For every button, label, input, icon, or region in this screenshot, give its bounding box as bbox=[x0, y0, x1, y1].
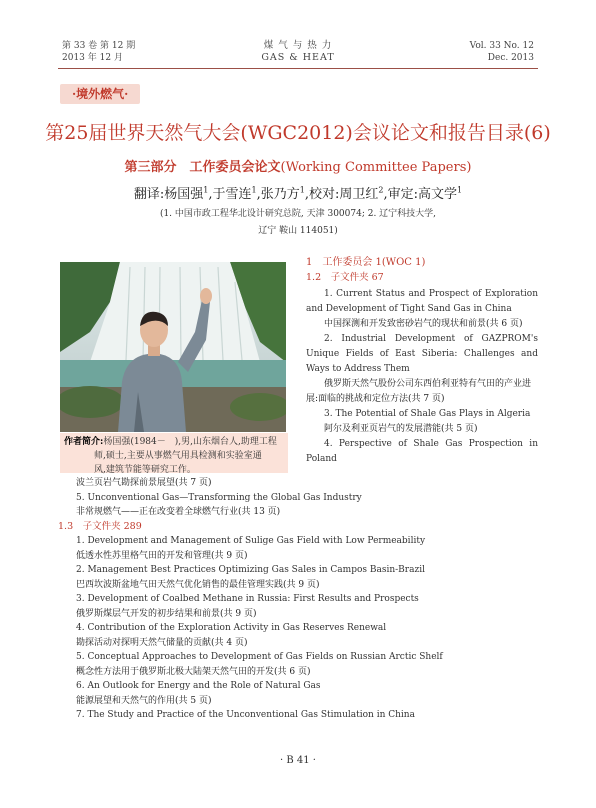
journal-volume-issue-en: Vol. 33 No. 12 Dec. 2013 bbox=[469, 41, 534, 63]
toc-entry-zh: 波兰页岩气勘探前景展望(共 7 页) bbox=[76, 478, 212, 488]
toc-entry-zh: 低透水性苏里格气田的开发和管理(共 9 页) bbox=[76, 550, 248, 561]
header-rule bbox=[58, 68, 538, 69]
toc-right-column bbox=[306, 255, 538, 467]
toc-entry-zh: 巴西坎波斯盆地气田天然气优化销售的最佳管理实践(共 9 页) bbox=[76, 579, 320, 590]
toc-entry-zh: 勘探活动对探明天然气储量的贡献(共 4 页) bbox=[76, 637, 248, 648]
toc-entry-zh: 俄罗斯天然气股份公司东西伯利亚特有气田的产业进展:面临的挑战和定位方法(共 7 页) bbox=[306, 379, 532, 404]
subfolder-heading: 1.3 子文件夹 289 bbox=[58, 520, 142, 532]
author-bio: 作者简介:杨国强(1984－ ),男,山东烟台人,助理工程 师,硕士,主要从事燃气用具检测和实验室通 风,建筑节能等研究工作。 bbox=[60, 433, 288, 473]
toc-entry-zh: 中国探测和开发致密砂岩气的现状和前景(共 6 页) bbox=[324, 319, 523, 329]
toc-entry-zh: 概念性方法用于俄罗斯北极大陆架天然气田的开发(共 6 页) bbox=[76, 666, 311, 677]
author-bio-label: 作者简介: bbox=[64, 437, 104, 447]
subtitle-cn: 第三部分 工作委员会论文 bbox=[124, 160, 281, 175]
toc-entry-en: 3. Development of Coalbed Methane in Russia: First Results and Prospects bbox=[76, 594, 419, 604]
toc-entry-en: 2. Industrial Development of GAZPROM's Unique Fields of East Siberia: Challenges and Ways to Address Them bbox=[306, 334, 538, 374]
toc-entry-zh: 阿尔及利亚页岩气的发展潜能(共 5 页) bbox=[324, 424, 478, 434]
toc-entry-en: 3. The Potential of Shale Gas Plays in Algeria bbox=[324, 409, 531, 419]
toc-entry-en: 6. An Outlook for Energy and the Role of Natural Gas bbox=[76, 681, 321, 691]
translators-line: 翻译:杨国强$^1$,于雪连$^1$,张乃方$^1$,校对:周卫红$^2$,审定:高文学$^1$ bbox=[133, 185, 463, 202]
author-photo bbox=[60, 262, 286, 432]
subtitle-en: (Working Committee Papers) bbox=[280, 160, 472, 175]
toc-entry-en: 4. Contribution of the Exploration Activity in Gas Reserves Renewal bbox=[76, 623, 387, 633]
section-tag: ·境外燃气· bbox=[60, 84, 140, 104]
journal-name: 煤 气 与 热 力 GAS & HEAT bbox=[261, 40, 335, 63]
toc-entry-en: 1. Current Status and Prospect of Exploration and Development of Tight Sand Gas in China bbox=[306, 289, 538, 314]
journal-volume-issue: 第 33 卷 第 12 期 2013 年 12 月 bbox=[62, 41, 136, 63]
article-subtitle bbox=[0, 156, 596, 175]
toc-entry-en: 7. The Study and Practice of the Unconventional Gas Stimulation in China bbox=[76, 710, 415, 720]
toc-full-width bbox=[60, 476, 540, 723]
toc-entry-zh: 非常规燃气——正在改变着全球燃气行业(共 13 页) bbox=[76, 507, 281, 517]
subfolder-heading: 1.2 子文件夹 67 bbox=[306, 272, 384, 283]
page-number: · B 41 · bbox=[280, 755, 316, 766]
toc-entry-zh: 俄罗斯煤层气开发的初步结果和前景(共 9 页) bbox=[76, 608, 257, 619]
toc-entry-zh: 能源展望和天然气的作用(共 5 页) bbox=[76, 695, 212, 706]
toc-entry-en: 4. Perspective of Shale Gas Prospection in Poland bbox=[306, 439, 538, 464]
toc-entry-en: 1. Development and Management of Sulige Gas Field with Low Permeability bbox=[76, 536, 426, 546]
toc-entry-en: 5. Unconventional Gas—Transforming the Global Gas Industry bbox=[76, 492, 362, 503]
article-title: 第25届世界天然气大会(WGC2012)会议论文和报告目录(6) bbox=[45, 122, 551, 144]
committee-heading: 1 工作委员会 1(WOC 1) bbox=[306, 257, 426, 268]
author-photo-illustration bbox=[60, 262, 286, 432]
toc-entry-en: 2. Management Best Practices Optimizing Gas Sales in Campos Basin-Brazil bbox=[76, 565, 425, 575]
toc-entry-en: 5. Conceptual Approaches to Development of Gas Fields on Russian Arctic Shelf bbox=[76, 652, 443, 662]
affiliation: (1. 中国市政工程华北设计研究总院, 天津 300074; 2. 辽宁科技大学, 辽宁 鞍山 114051) bbox=[159, 209, 437, 236]
